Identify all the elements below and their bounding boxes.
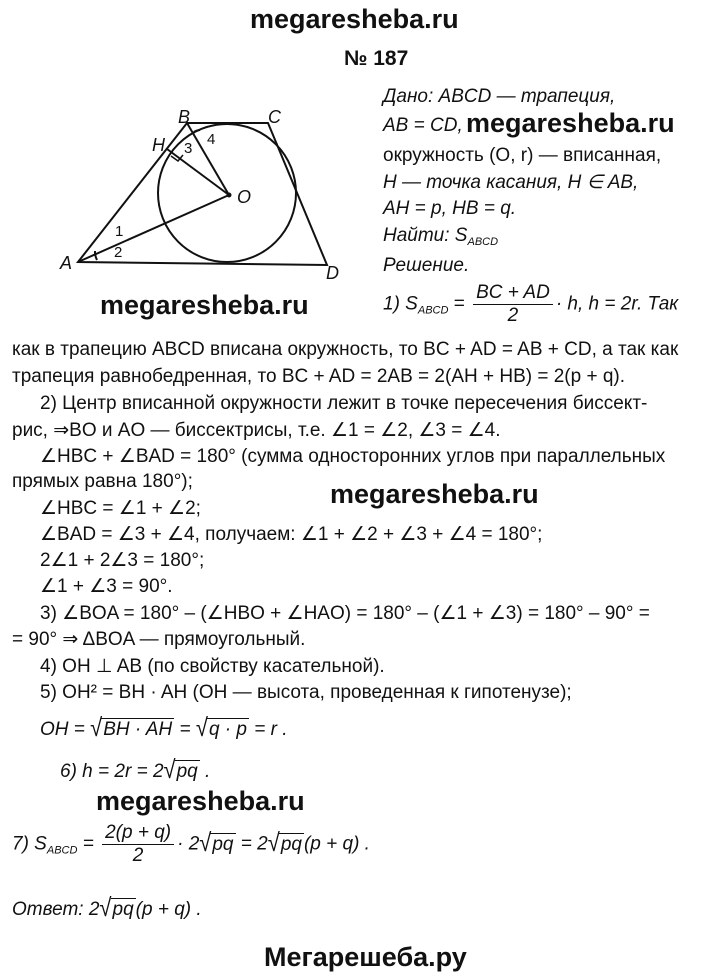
trapezoid-figure [55, 102, 355, 287]
given-find: Найти: $S_{ABCD}$ [383, 225, 499, 248]
label-angle-4: 4 [207, 131, 216, 148]
step-2-line-7: 2∠1 + 2∠3 = 180°; [40, 550, 205, 571]
step-2-line-1: 2) Центр вписанной окружности лежит в точке пересечения биссект- [40, 393, 648, 414]
label-angle-3: 3 [184, 140, 193, 157]
label-D: D [326, 263, 339, 283]
step-2-line-5: ∠HBC = ∠1 + ∠2; [40, 498, 201, 519]
segment-HO [167, 149, 229, 195]
label-O: O [237, 187, 252, 207]
watermark-mid3: megaresheba.ru [330, 479, 539, 509]
step-7-formula: 7) $S_{ABCD}$ = $\frac{2(p + q)}{2}$ · 2√pq = 2√pq (p + q) . [12, 822, 370, 866]
step-2-line-8: ∠1 + ∠3 = 90°. [40, 576, 173, 597]
center-point [227, 193, 232, 198]
label-C: C [268, 107, 281, 127]
label-angle-1: 1 [115, 223, 124, 240]
watermark-mid1: megaresheba.ru [466, 108, 675, 138]
step-1-line-2: как в трапецию ABCD вписана окружность, то BC + AD = AB + CD, а так как [12, 339, 679, 360]
step-2-line-3: ∠HBC + ∠BAD = 180° (сумма односторонних углов при параллельных [40, 446, 666, 467]
step-2-line-6: ∠BAD = ∠3 + ∠4, получаем: ∠1 + ∠2 + ∠3 + ∠4 = 180°; [40, 524, 543, 545]
step-4: 4) OH ⊥ AB (по свойству касательной). [40, 656, 385, 677]
angle-arc-A [95, 251, 97, 260]
watermark-mid2: megaresheba.ru [100, 290, 309, 320]
watermark-mid4: megaresheba.ru [96, 786, 305, 816]
step-3-line-2: = 90° ⇒ ΔBOA — прямоугольный. [12, 629, 306, 650]
step-1-line-3: трапеция равнобедренная, то BC + AD = 2AB = 2(AH + HB) = 2(p + q). [12, 366, 626, 387]
label-A: A [60, 253, 73, 273]
watermark-bottom: Мегарешеба.ру [264, 942, 467, 972]
step-5-line-1: 5) OH² = BH · AH (OH — высота, проведенная к гипотенузе); [40, 682, 572, 703]
label-angle-2: 2 [114, 244, 123, 261]
given-line-4: H — точка касания, H ∈ AB, [383, 172, 639, 193]
step-2-line-4: прямых равна 180°); [12, 471, 193, 492]
solution-heading: Решение. [383, 255, 470, 276]
given-line-5: AH = p, HB = q. [383, 198, 517, 219]
given-line-3: окружность (O, r) — вписанная, [383, 145, 662, 166]
segment-AO [78, 195, 229, 262]
label-B: B [178, 107, 191, 127]
step-6: 6) h = 2r = 2√pq . [60, 755, 211, 784]
step-2-line-2: рис, ⇒BO и AO — биссектрисы, т.е. ∠1 = ∠2, ∠3 = ∠4. [12, 420, 501, 441]
given-line-1: Дано: ABCD — трапеция, [383, 86, 616, 107]
label-H: H [152, 135, 165, 155]
watermark-top: megaresheba.ru [250, 4, 459, 34]
given-line-2: AB = CD, [383, 115, 463, 136]
problem-number: № 187 [344, 47, 409, 70]
answer: Ответ: 2√pq (p + q) . [12, 893, 202, 922]
step-1-formula: 1) $S_{ABCD}$ = $\frac{BC + AD}{2}$ · h, h = 2r. Так [383, 282, 679, 326]
step-3-line-1: 3) ∠BOA = 180° – (∠HBO + ∠HAO) = 180° – (∠1 + ∠3) = 180° – 90° = [40, 603, 650, 624]
step-5-formula: OH = √BH · AH = √q · p = r . [40, 713, 288, 742]
